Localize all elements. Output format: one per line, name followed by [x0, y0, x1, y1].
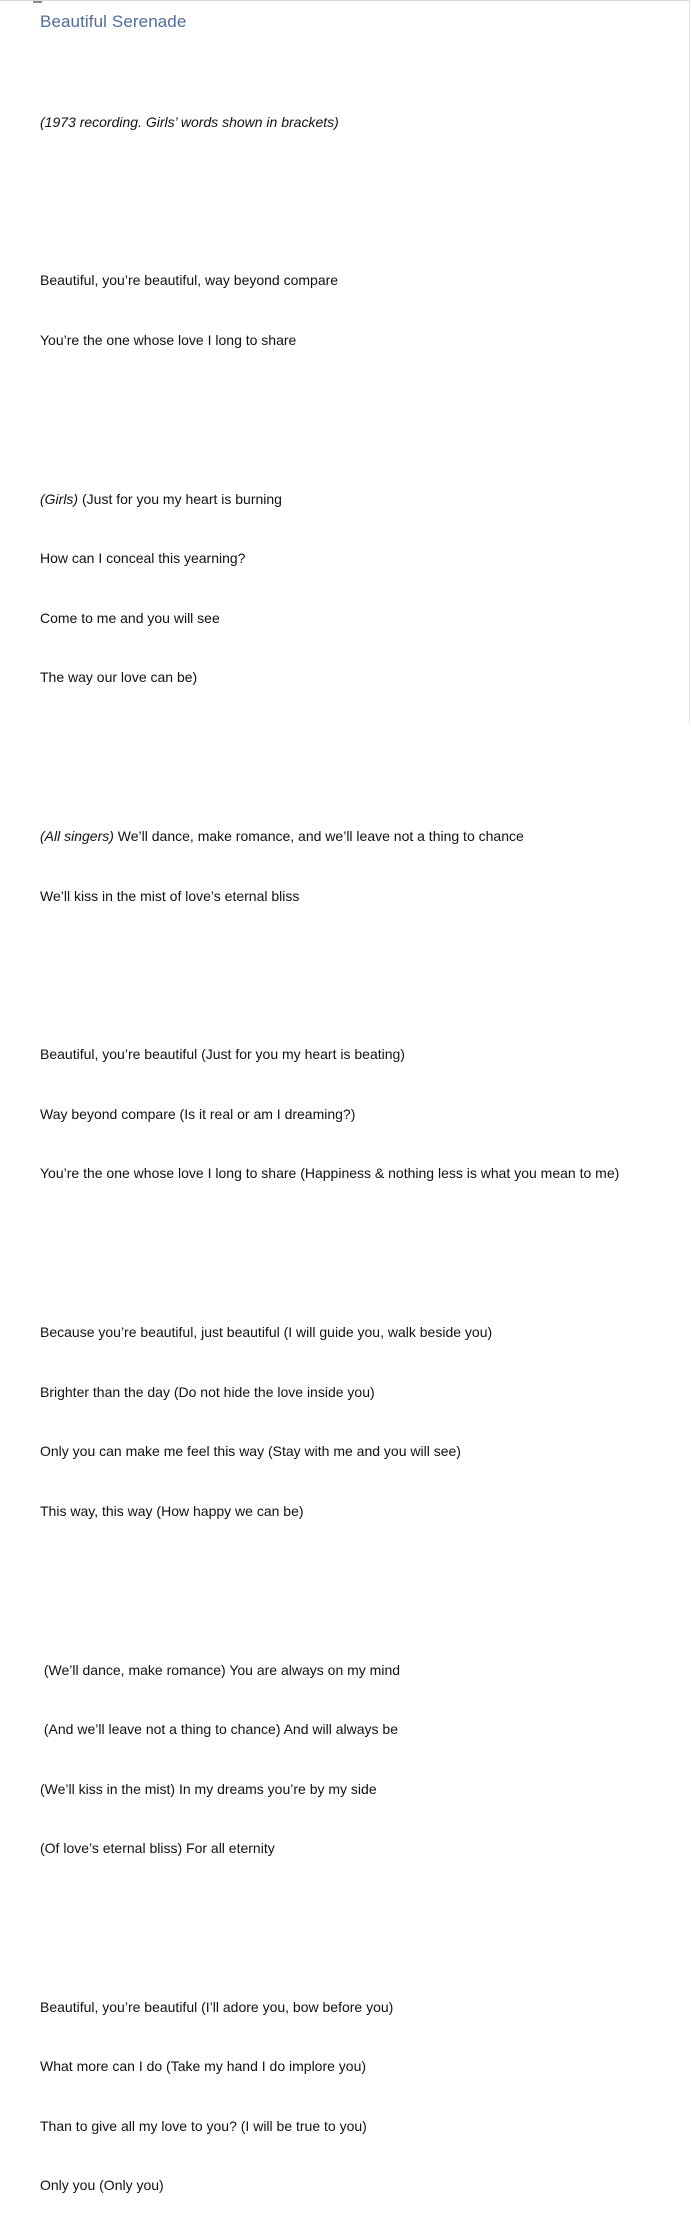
lyric-text: (Of love’s eternal bliss) For all eternity [40, 1840, 275, 1857]
lyric-text: Only you (Only you) [40, 2177, 164, 2194]
blank-line [40, 1561, 619, 1581]
blank-line [40, 1899, 619, 1919]
lyric-line [40, 1780, 619, 1800]
lyric-line [40, 668, 619, 688]
lyric-line [40, 1998, 619, 2018]
document-title: Beautiful Serenade [40, 12, 187, 31]
blank-line [40, 728, 619, 748]
lyric-text: Beautiful, you’re beautiful, way beyond compare [40, 272, 339, 289]
lyric-line [40, 1720, 619, 1740]
lyric-text: Than to give all my love to you? (I will be true to you) [40, 2117, 367, 2134]
lyric-line [40, 1323, 619, 1343]
lyric-line [40, 1442, 619, 1462]
lyric-line [40, 827, 619, 847]
lyric-text: Way beyond compare (Is it real or am I dreaming?) [40, 1105, 356, 1122]
lyric-text: Beautiful, you’re beautiful (I’ll adore you, bow before you) [40, 1998, 394, 2015]
lyric-text: (We’ll kiss in the mist) In my dreams you’re by my side [40, 1780, 377, 1797]
blank-line [40, 946, 619, 966]
lyric-line [40, 1502, 619, 1522]
recording-note: (1973 recording. Girls’ words shown in brackets) [40, 113, 339, 130]
lyric-text: You’re the one whose love I long to share [40, 331, 297, 348]
lyric-line [40, 1105, 619, 1125]
lyric-line [40, 609, 619, 629]
page-corner-mark [33, 1, 42, 3]
blank-line [40, 1224, 619, 1244]
lyric-line [40, 1045, 619, 1065]
lyric-text: This way, this way (How happy we can be) [40, 1502, 304, 1519]
lyric-text: Beautiful, you’re beautiful (Just for you my heart is beating) [40, 1046, 405, 1063]
lyric-line [40, 490, 619, 510]
blank-line [40, 391, 619, 411]
lyric-text: Come to me and you will see [40, 609, 220, 626]
lyric-text: We’ll dance, make romance, and we’ll leave not a thing to chance [113, 828, 524, 845]
lyric-line [40, 331, 619, 351]
lyric-line [40, 887, 619, 907]
lyric-line [40, 549, 619, 569]
lyric-text: Only you can make me feel this way (Stay with me and you will see) [40, 1443, 461, 1460]
lyric-text: How can I conceal this yearning? [40, 550, 246, 567]
lyric-text: (We’ll dance, make romance) You are always on my mind [40, 1661, 401, 1678]
singer-label: (All singers) [40, 828, 114, 845]
lyric-line [40, 2057, 619, 2077]
singer-label: (Girls) [40, 490, 79, 507]
lyric-line [40, 271, 619, 291]
lyric-line [40, 2176, 619, 2196]
lyric-text: We’ll kiss in the mist of love’s eternal bliss [40, 887, 300, 904]
lyric-line [40, 1661, 619, 1681]
lyric-text: (Just for you my heart is burning [78, 490, 282, 507]
lyric-text: What more can I do (Take my hand I do implore you) [40, 2058, 367, 2075]
lyrics-body [40, 73, 619, 2236]
lyric-text: (And we’ll leave not a thing to chance) And will always be [40, 1721, 398, 1738]
lyric-line [40, 1839, 619, 1859]
lyric-line [40, 1383, 619, 1403]
lyric-text: Because you’re beautiful, just beautiful (I will guide you, walk beside you) [40, 1324, 493, 1341]
blank-line [40, 172, 619, 192]
lyric-text: You’re the one whose love I long to share (Happiness & nothing less is what you mean to me) [40, 1165, 620, 1182]
lyric-text: The way our love can be) [40, 669, 198, 686]
lyric-text: Brighter than the day (Do not hide the love inside you) [40, 1383, 375, 1400]
lyric-line [40, 1164, 619, 1184]
lyric-line [40, 2117, 619, 2137]
